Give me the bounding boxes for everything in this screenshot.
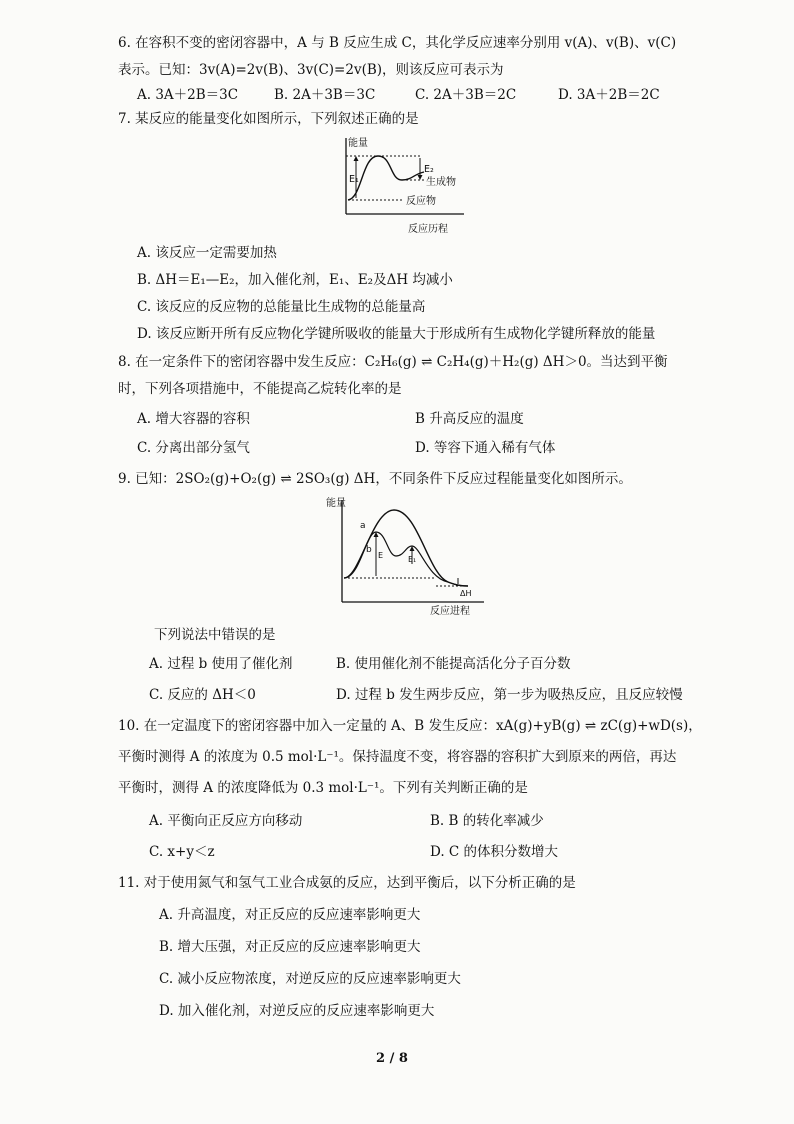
q9-x-axis-label: 反应进程 bbox=[430, 606, 470, 617]
q8-option-b: B 升高反应的温度 bbox=[415, 411, 524, 427]
q9-label-dh: ΔH bbox=[460, 589, 472, 598]
q7-e1-label: E₁ bbox=[349, 174, 359, 185]
page-number: 2 / 8 bbox=[376, 1051, 408, 1066]
q9-stem: 9. 已知：2SO₂(g)+O₂(g) ⇌ 2SO₃(g) ΔH，不同条件下反应过程能量变化如图所示。 bbox=[118, 471, 632, 487]
q9-label-e: E bbox=[378, 551, 384, 560]
q6-stem-line-1: 6. 在容积不变的密闭容器中，A 与 B 反应生成 C，其化学反应速率分别用 v(A)、v(B)、v(C) bbox=[118, 35, 677, 51]
q10-stem-line-2: 平衡时测得 A 的浓度为 0.5 mol·L⁻¹。保持温度不变，将容器的容积扩大到原来的两倍，再达 bbox=[118, 749, 677, 765]
q10-option-c: C. x+y＜z bbox=[149, 844, 215, 860]
q8-stem-line-1: 8. 在一定条件下的密闭容器中发生反应：C₂H₆(g) ⇌ C₂H₄(g)＋H₂(g) ΔH＞0。当达到平衡 bbox=[118, 354, 668, 370]
q7-option-d: D. 该反应断开所有反应物化学键所吸收的能量大于形成所有生成物化学键所释放的能量 bbox=[137, 326, 656, 342]
q7-reactant-label: 反应物 bbox=[406, 196, 436, 207]
q9-label-a: a bbox=[360, 521, 366, 531]
q6-stem-line-2: 表示。已知：3v(A)=2v(B)、3v(C)=2v(B)，则该反应可表示为 bbox=[118, 62, 504, 78]
q10-option-b: B. B 的转化率减少 bbox=[430, 813, 544, 829]
q7-x-axis-label: 反应历程 bbox=[408, 224, 448, 235]
q9-option-b: B. 使用催化剂不能提高活化分子百分数 bbox=[336, 656, 571, 672]
q7-option-b: B. ΔH＝E₁—E₂，加入催化剂，E₁、E₂及ΔH 均减小 bbox=[137, 272, 453, 288]
q9-label-e1: E₁ bbox=[408, 555, 417, 564]
q7-y-axis-label: 能量 bbox=[348, 138, 368, 149]
q6-option-d: D. 3A＋2B＝2C bbox=[558, 87, 660, 103]
q7-e1-arrowhead bbox=[354, 156, 359, 161]
q7-energy-curve bbox=[348, 156, 424, 200]
q7-product-label: 生成物 bbox=[426, 177, 456, 188]
q9-y-axis-label: 能量 bbox=[326, 498, 346, 509]
q8-stem-line-2: 时，下列各项措施中，不能提高乙烷转化率的是 bbox=[118, 381, 402, 397]
q9-energy-diagram bbox=[326, 494, 496, 618]
q8-option-a: A. 增大容器的容积 bbox=[137, 411, 250, 427]
q10-option-a: A. 平衡向正反应方向移动 bbox=[149, 813, 303, 829]
q9-energy-diagram-svg bbox=[326, 494, 496, 618]
q10-option-d: D. C 的体积分数增大 bbox=[430, 844, 559, 860]
q9-option-a: A. 过程 b 使用了催化剂 bbox=[149, 656, 293, 672]
q7-stem: 7. 某反应的能量变化如图所示，下列叙述正确的是 bbox=[118, 111, 419, 127]
q7-e2-label: E₂ bbox=[424, 164, 434, 175]
q8-option-d: D. 等容下通入稀有气体 bbox=[415, 440, 556, 456]
q9-option-c: C. 反应的 ΔH＜0 bbox=[149, 687, 256, 703]
q9-label-b: b bbox=[366, 545, 372, 555]
q9-option-d: D. 过程 b 发生两步反应，第一步为吸热反应，且反应较慢 bbox=[336, 687, 683, 703]
q7-option-c: C. 该反应的反应物的总能量比生成物的总能量高 bbox=[137, 299, 426, 315]
q8-option-c: C. 分离出部分氢气 bbox=[137, 440, 250, 456]
q6-option-b: B. 2A＋3B＝3C bbox=[274, 87, 376, 103]
q11-option-c: C. 减小反应物浓度，对逆反应的反应速率影响更大 bbox=[159, 971, 461, 987]
q7-option-a: A. 该反应一定需要加热 bbox=[137, 245, 277, 261]
q6-option-c: C. 2A＋3B＝2C bbox=[415, 87, 517, 103]
q6-option-a: A. 3A＋2B＝3C bbox=[137, 87, 239, 103]
q7-e2-arrowhead bbox=[418, 175, 423, 180]
q11-option-d: D. 加入催化剂，对逆反应的反应速率影响更大 bbox=[159, 1003, 435, 1019]
q7-energy-diagram bbox=[328, 132, 488, 236]
q11-option-b: B. 增大压强，对正反应的反应速率影响更大 bbox=[159, 939, 421, 955]
q9-sub-stem: 下列说法中错误的是 bbox=[154, 627, 276, 643]
q11-option-a: A. 升高温度，对正反应的反应速率影响更大 bbox=[159, 907, 421, 923]
q10-stem-line-3: 平衡时，测得 A 的浓度降低为 0.3 mol·L⁻¹。下列有关判断正确的是 bbox=[118, 780, 528, 796]
q10-stem-line-1: 10. 在一定温度下的密闭容器中加入一定量的 A、B 发生反应：xA(g)+yB(g) ⇌ zC(g)+wD(s)， bbox=[118, 718, 702, 734]
q7-energy-diagram-svg bbox=[328, 132, 488, 236]
q11-stem: 11. 对于使用氮气和氢气工业合成氨的反应，达到平衡后，以下分析正确的是 bbox=[118, 875, 576, 891]
